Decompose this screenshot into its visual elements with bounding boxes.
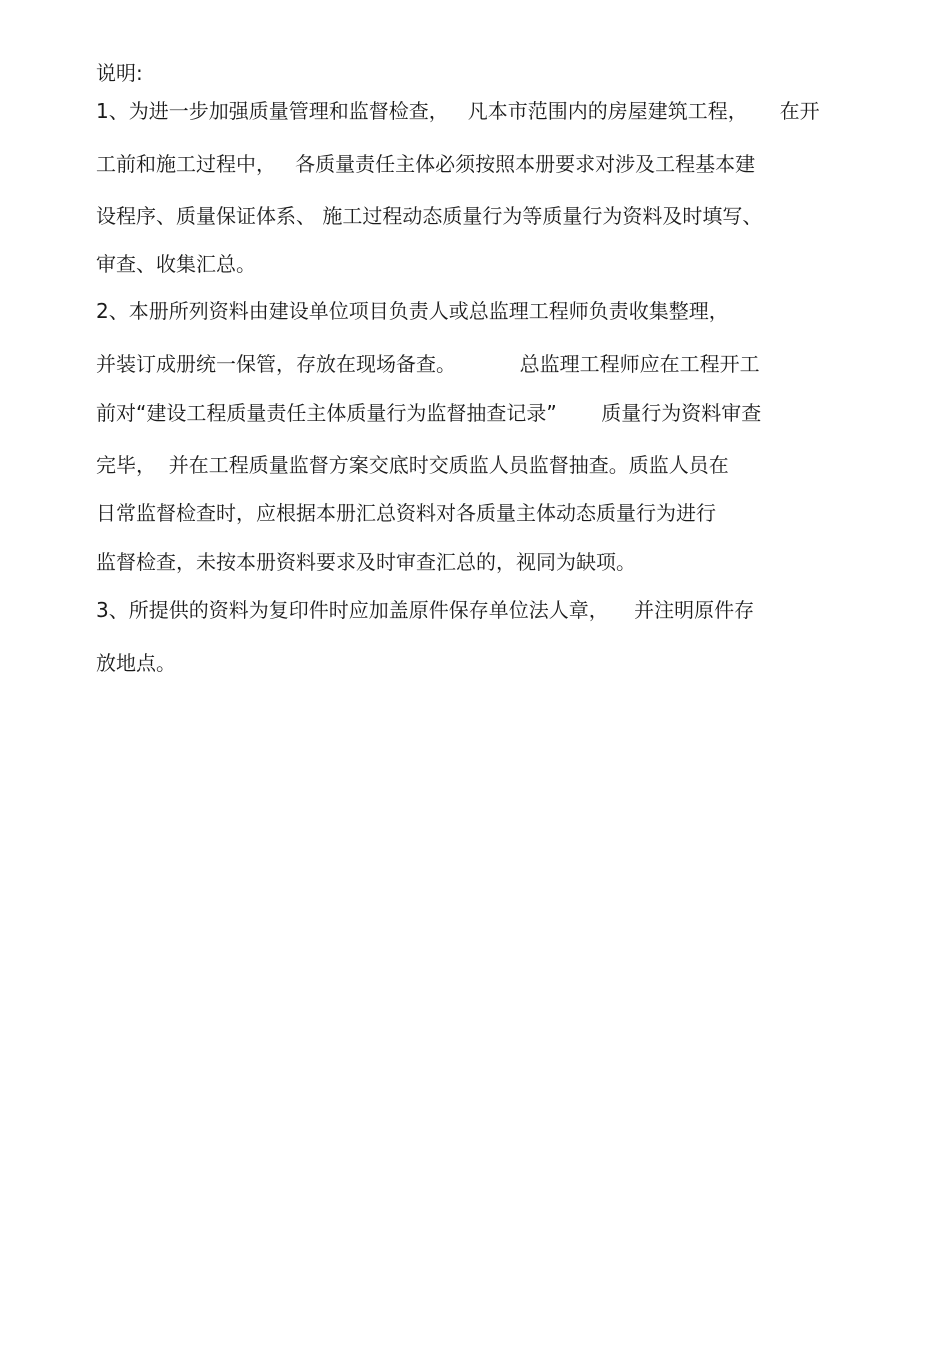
- text-line-8: 完毕， 并在工程质量监督方案交底时交质监人员监督抽查。质监人员在: [96, 453, 729, 477]
- text-line-12: 放地点。: [96, 651, 176, 675]
- text-line-7: 前对“建设工程质量责任主体质量行为监督抽查记录” 质量行为资料审查: [96, 401, 762, 425]
- text-line-1: 1、为进一步加强质量管理和监督检查， 凡本市范围内的房屋建筑工程， 在开: [96, 99, 820, 123]
- text-line-3: 设程序、质量保证体系、 施工过程动态质量行为等质量行为资料及时填写、: [96, 204, 763, 228]
- text-line-9: 日常监督检查时，应根据本册汇总资料对各质量主体动态质量行为进行: [96, 501, 716, 525]
- text-line-11: 3、所提供的资料为复印件时应加盖原件保存单位法人章， 并注明原件存: [96, 598, 755, 622]
- document-heading: 说明:: [96, 61, 143, 85]
- text-line-6: 并装订成册统一保管，存放在现场备查。 总监理工程师应在工程开工: [96, 352, 760, 376]
- text-line-5: 2、本册所列资料由建设单位项目负责人或总监理工程师负责收集整理，: [96, 299, 729, 323]
- text-line-2: 工前和施工过程中， 各质量责任主体必须按照本册要求对涉及工程基本建: [96, 152, 756, 176]
- text-line-4: 审查、收集汇总。: [96, 252, 256, 276]
- text-line-10: 监督检查，未按本册资料要求及时审查汇总的，视同为缺项。: [96, 550, 636, 574]
